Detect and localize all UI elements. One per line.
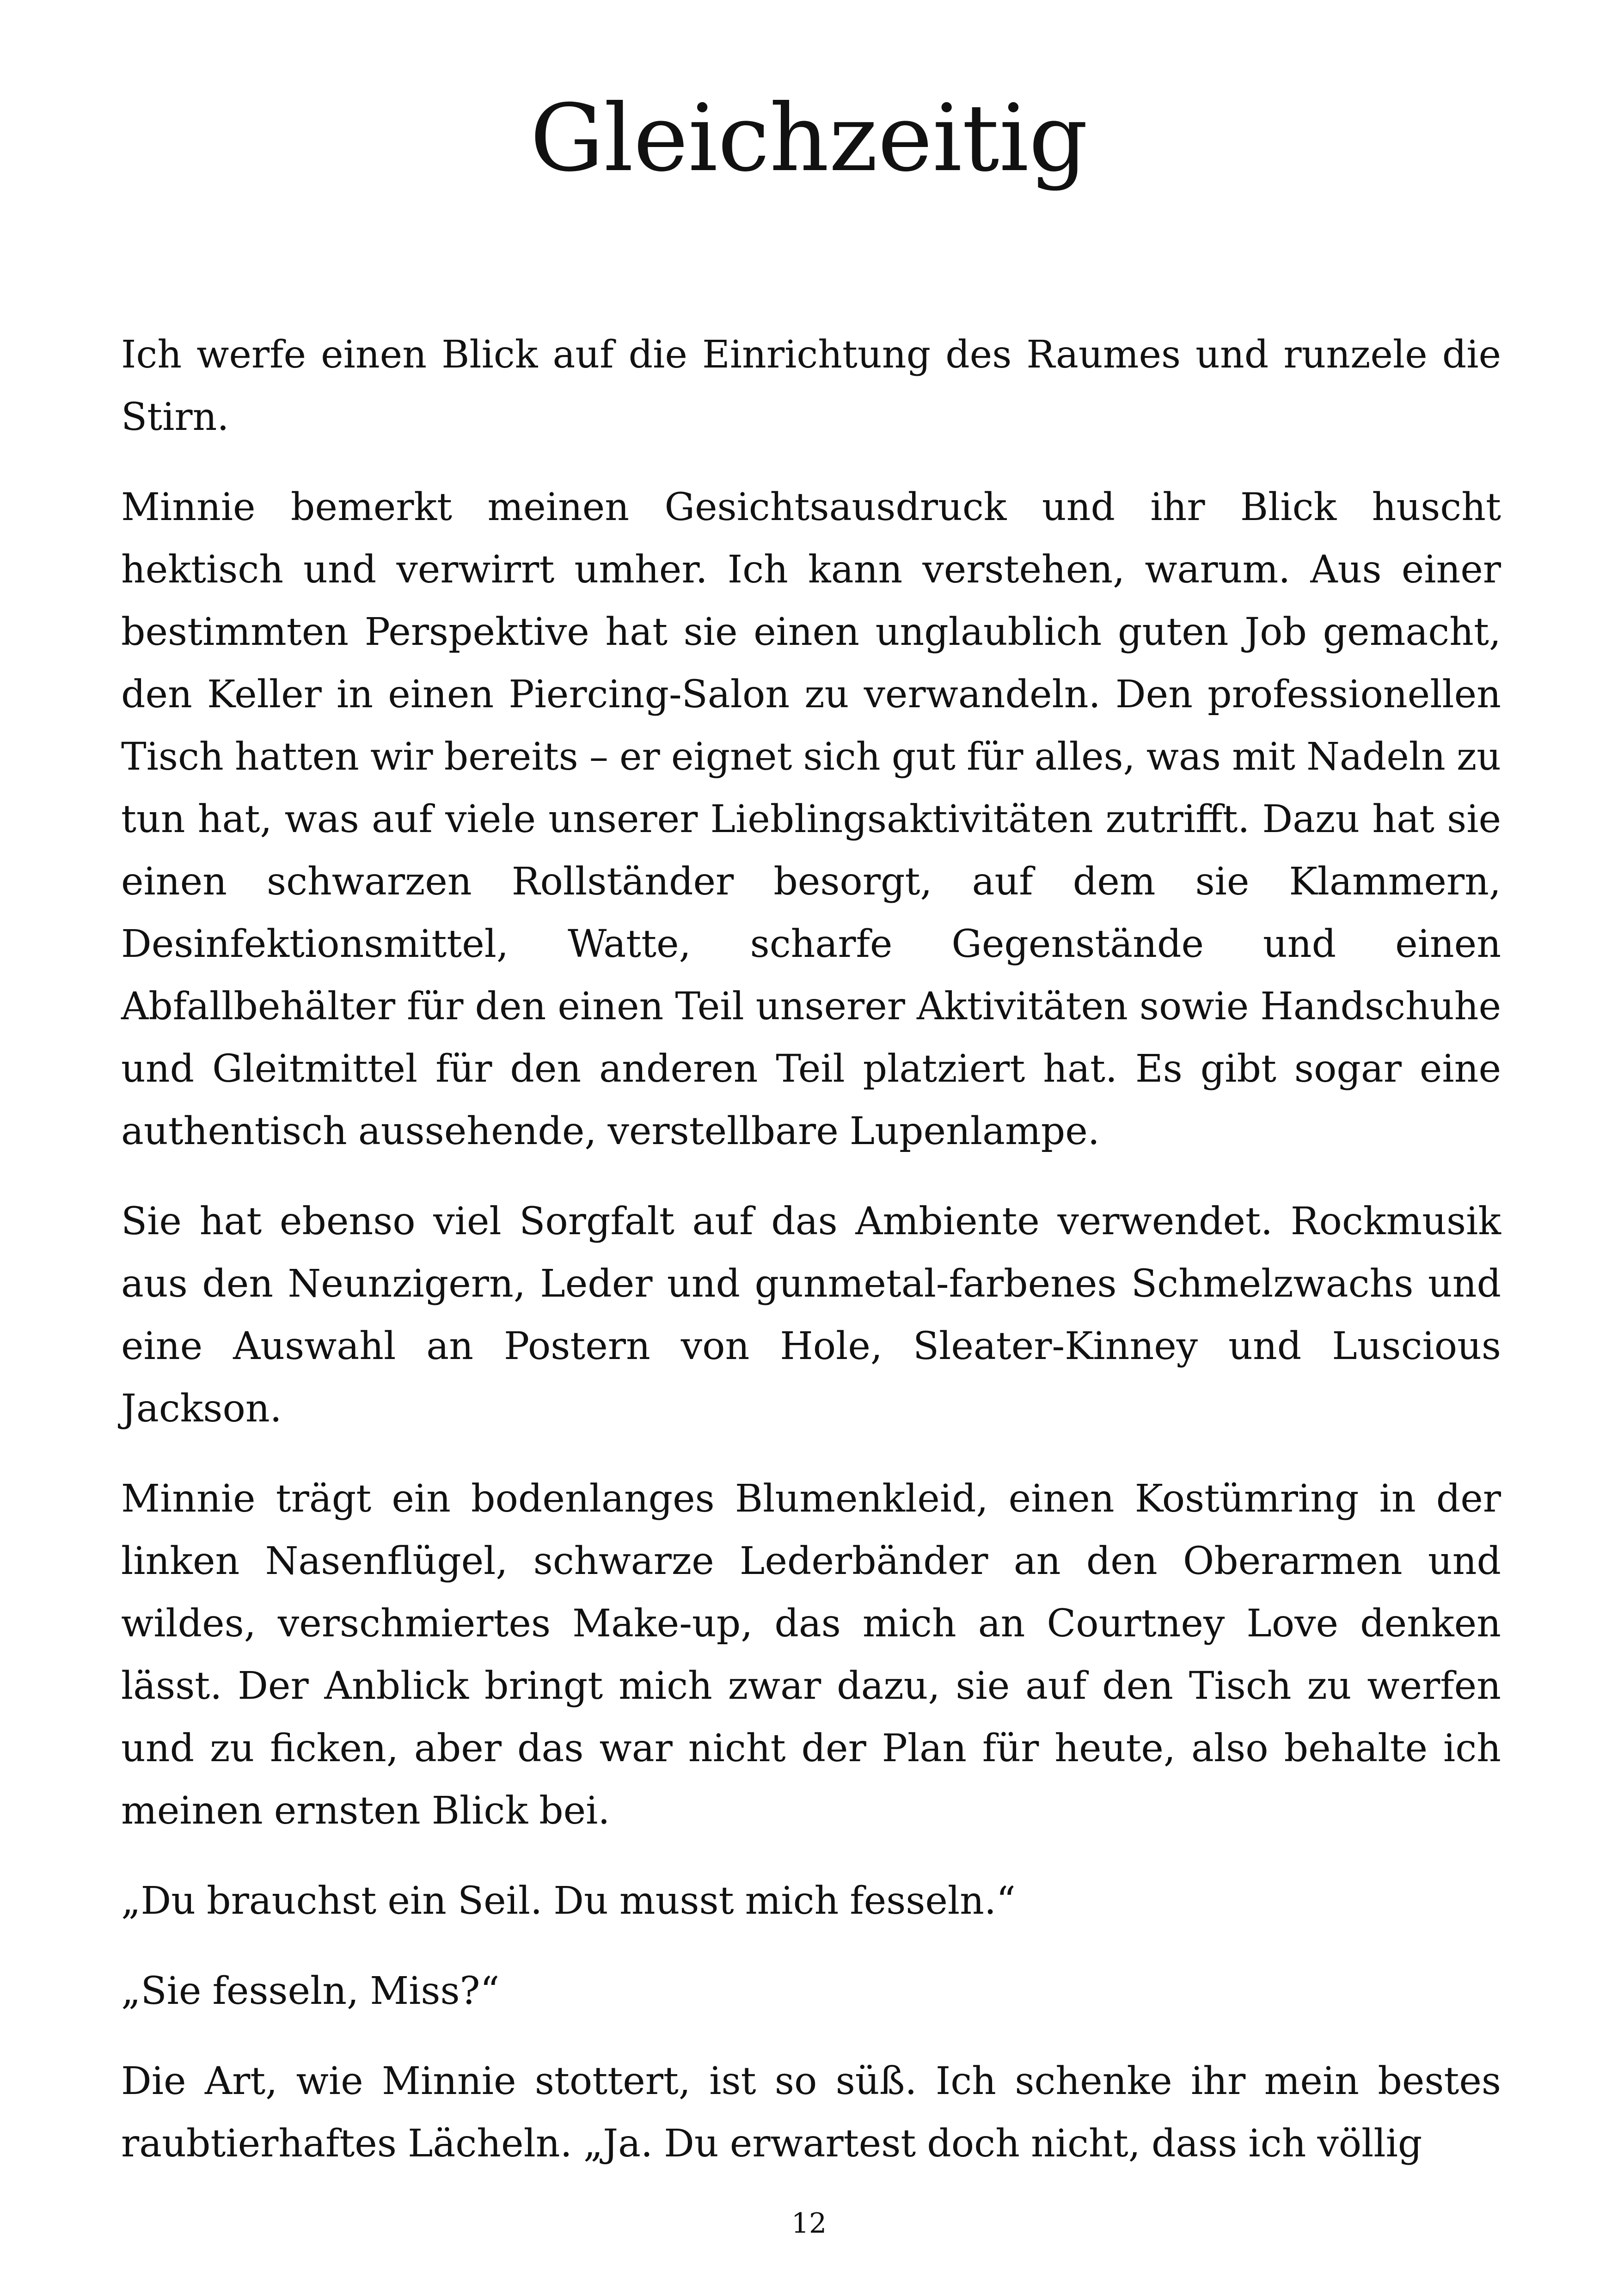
chapter-title: Gleichzeitig [530, 85, 1088, 192]
paragraph: Sie hat ebenso viel Sorgfalt auf das Ambiente verwendet. Rockmusik aus den Neunzigern, Leder und gunmetal-farbenes Schmelzwachs und eine Auswahl an Postern von Hole, Sleater-Kinney und Luscious Jackson. [121, 1200, 1501, 1431]
dialogue-line: „Sie fesseln, Miss?“ [121, 1969, 500, 2013]
body-text [121, 324, 1501, 2203]
page-number: 12 [791, 2207, 827, 2240]
dialogue-line: „Du brauchst ein Seil. Du musst mich fesseln.“ [121, 1879, 1016, 1923]
paragraph: Die Art, wie Minnie stottert, ist so süß. Ich schenke ihr mein bestes raubtierhaftes Lächeln. „Ja. Du erwartest doch nicht, dass ich völlig [121, 2059, 1501, 2166]
paragraph: Minnie trägt ein bodenlanges Blumenkleid, einen Kostümring in der linken Nasenflügel, schwarze Lederbänder an den Oberarmen und wildes, verschmiertes Make-up, das mich an Courtney Love denken lässt. Der Anblick bringt mich zwar dazu, sie auf den Tisch zu werfen und zu ficken, aber das war nicht der Plan für heute, also behalte ich meinen ernsten Blick bei. [121, 1477, 1501, 1833]
paragraph: Ich werfe einen Blick auf die Einrichtung des Raumes und runzele die Stirn. [121, 333, 1501, 439]
paragraph: Minnie bemerkt meinen Gesichtsausdruck und ihr Blick huscht hektisch und verwirrt umher. Ich kann verstehen, warum. Aus einer bestimmten Perspektive hat sie einen unglaublich guten Job gemacht, den Keller in einen Piercing-Salon zu verwandeln. Den professionellen Tisch hatten wir bereits – er eignet sich gut für alles, was mit Nadeln zu tun hat, was auf viele unserer Lieblingsaktivitäten zutrifft. Dazu hat sie einen schwarzen Rollständer besorgt, auf dem sie Klammern, Desinfektionsmittel, Watte, scharfe Gegenstände und einen Abfallbehälter für den einen Teil unserer Aktivitäten sowie Handschuhe und Gleitmittel für den anderen Teil platziert hat. Es gibt sogar eine authentisch aussehende, verstellbare Lupenlampe. [121, 485, 1501, 1153]
